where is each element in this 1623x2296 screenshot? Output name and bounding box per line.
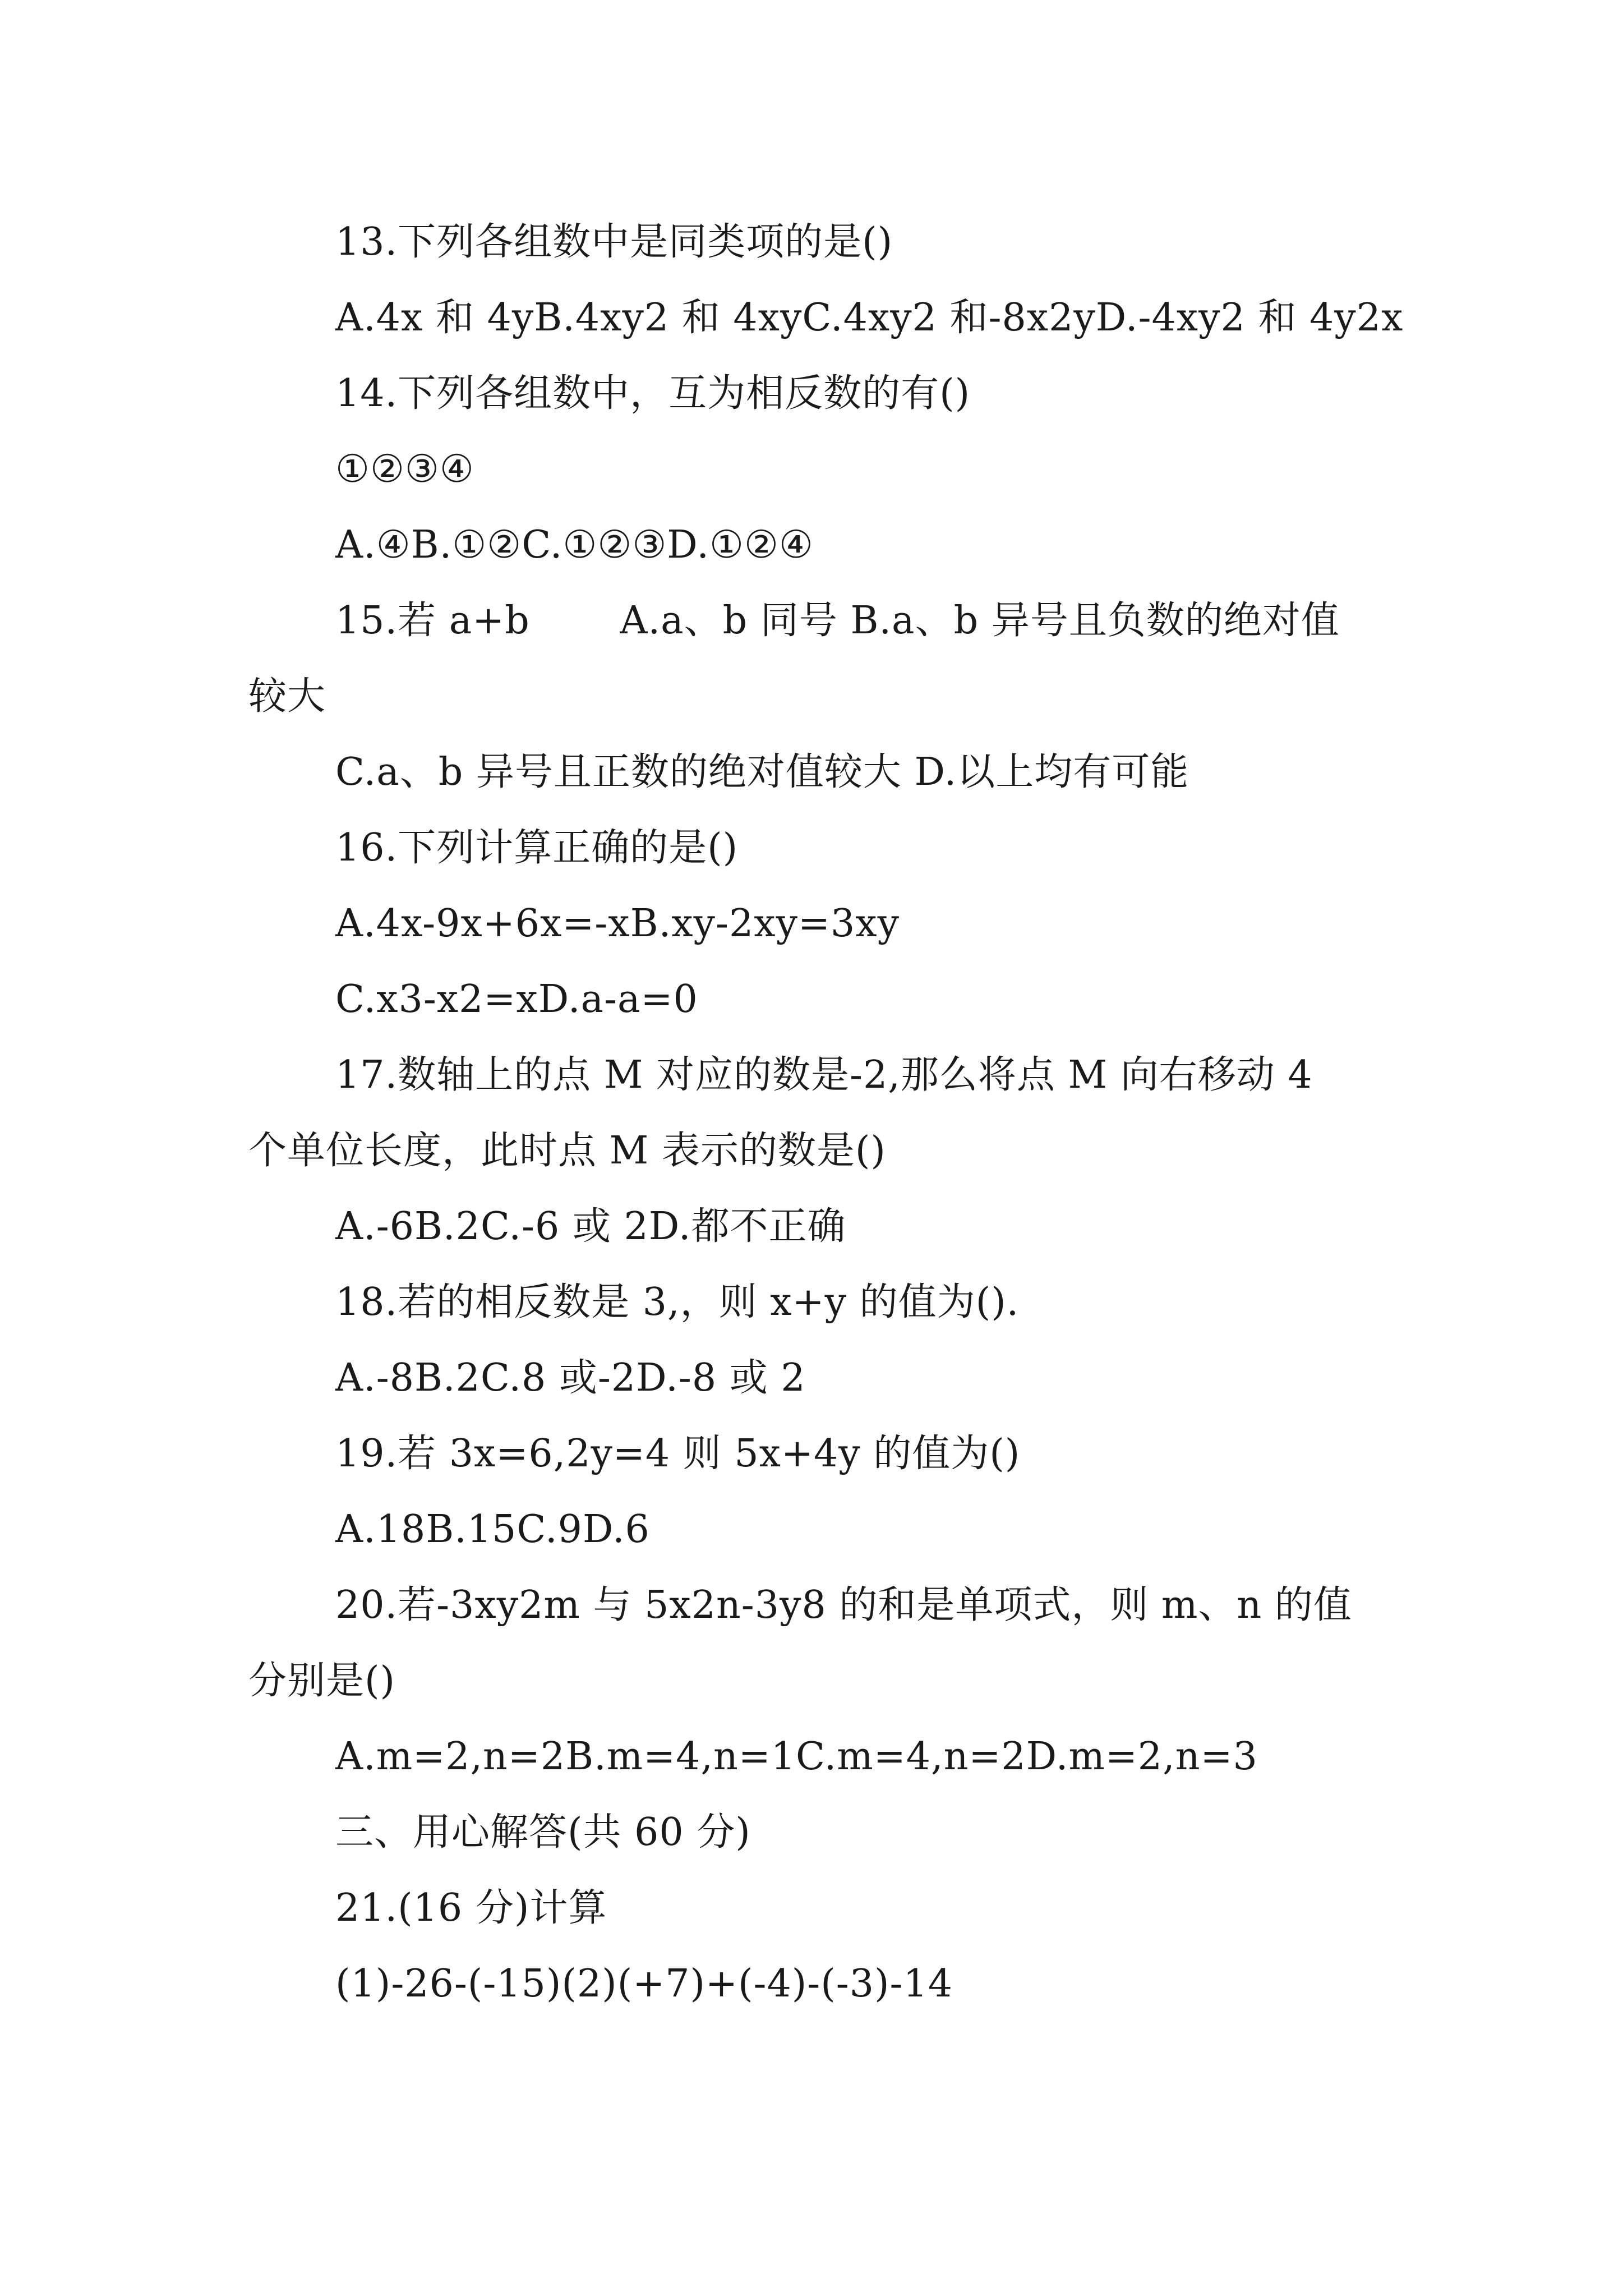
question-14-items: ①②③④: [335, 447, 474, 491]
question-21-parts: (1)-26-(-15)(2)(+7)+(-4)-(-3)-14: [335, 1962, 953, 2006]
question-16-options-cd: C.x3-x2=xD.a-a=0: [335, 977, 698, 1022]
question-17-continued: 个单位长度，此时点 M 表示的数是(): [248, 1129, 886, 1173]
question-16: 16.下列计算正确的是(): [335, 826, 739, 870]
question-20: 20.若-3xy2m 与 5x2n-3y8 的和是单项式，则 m、n 的值: [335, 1583, 1352, 1627]
question-18: 18.若的相反数是 3,，则 x+y 的值为().: [335, 1280, 1020, 1324]
question-20-continued: 分别是(): [248, 1659, 396, 1703]
question-19: 19.若 3x=6,2y=4 则 5x+4y 的值为(): [335, 1432, 1021, 1476]
question-13-options: A.4x 和 4yB.4xy2 和 4xyC.4xy2 和-8x2yD.-4xy2 和 4y2x: [335, 296, 1404, 340]
question-14: 14.下列各组数中，互为相反数的有(): [335, 371, 971, 416]
question-13: 13.下列各组数中是同类项的是(): [335, 220, 893, 264]
question-15-continued: 较大: [248, 674, 326, 719]
question-21: 21.(16 分)计算: [335, 1886, 607, 1930]
question-19-options: A.18B.15C.9D.6: [335, 1507, 650, 1552]
question-17-options: A.-6B.2C.-6 或 2D.都不正确: [335, 1204, 846, 1249]
question-15: 15.若 a+b A.a、b 同号 B.a、b 异号且负数的绝对值: [335, 599, 1340, 643]
question-20-options: A.m=2,n=2B.m=4,n=1C.m=4,n=2D.m=2,n=3: [335, 1734, 1258, 1779]
section-heading: 三、用心解答(共 60 分): [335, 1810, 751, 1855]
question-16-options-ab: A.4x-9x+6x=-xB.xy-2xy=3xy: [335, 901, 900, 946]
question-14-options: A.④B.①②C.①②③D.①②④: [335, 523, 814, 567]
question-17: 17.数轴上的点 M 对应的数是-2,那么将点 M 向右移动 4: [335, 1053, 1313, 1097]
question-18-options: A.-8B.2C.8 或-2D.-8 或 2: [335, 1356, 806, 1400]
question-15-options: C.a、b 异号且正数的绝对值较大 D.以上均有可能: [335, 750, 1189, 794]
